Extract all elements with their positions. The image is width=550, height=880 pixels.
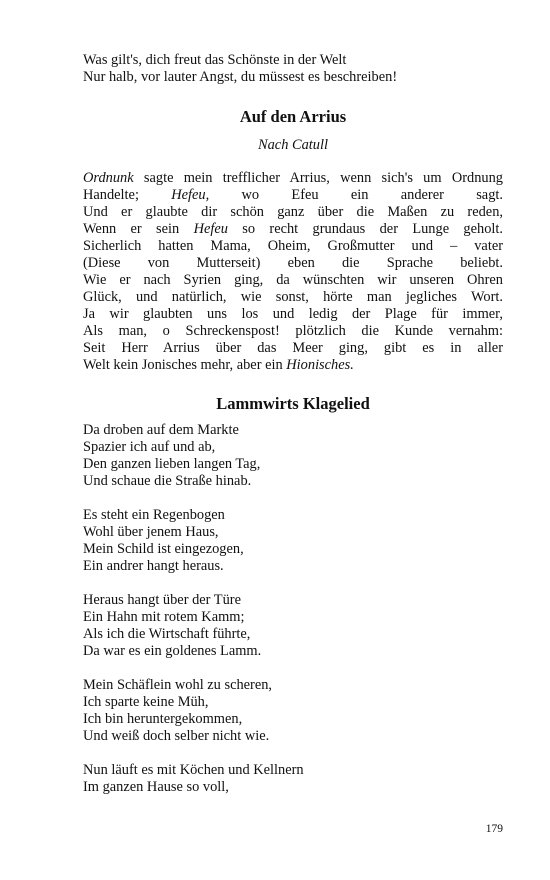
poem-body-arrius: [83, 170, 503, 374]
verse-line: Sicherlich hatten Mama, Oheim, Großmutter und – vater: [83, 238, 503, 254]
stanza-4: [83, 677, 503, 745]
intro-verse: [83, 52, 503, 86]
verse-line: Nun läuft es mit Köchen und Kellnern: [83, 762, 304, 778]
verse-line: Heraus hangt über der Türe: [83, 592, 241, 608]
verse-line: Da war es ein goldenes Lamm.: [83, 643, 262, 659]
verse-line: Nur halb, vor lauter Angst, du müssest es beschreiben!: [83, 69, 398, 85]
verse-line: Ein Hahn mit rotem Kamm;: [83, 609, 245, 625]
page-number: 179: [485, 823, 503, 835]
verse-line: Ordnunk sagte mein trefflicher Arrius, wenn sich's um Ordnung: [83, 170, 503, 186]
stanza-3: [83, 592, 503, 660]
stanza-5: [83, 762, 503, 796]
verse-line: Was gilt's, dich freut das Schönste in der Welt: [83, 52, 347, 68]
poem-title-lammwirt: Lammwirts Klagelied: [216, 394, 370, 413]
verse-line: Da droben auf dem Markte: [83, 422, 239, 438]
verse-line: Als man, o Schreckenspost! plötzlich die Kunde vernahm:: [83, 323, 503, 339]
verse-line: Den ganzen lieben langen Tag,: [83, 456, 261, 472]
verse-line: Spazier ich auf und ab,: [83, 439, 216, 455]
verse-line: Und schaue die Straße hinab.: [83, 473, 252, 489]
verse-line: Mein Schäflein wohl zu scheren,: [83, 677, 273, 693]
verse-line: Ein andrer hangt heraus.: [83, 558, 224, 574]
stanza-2: [83, 507, 503, 575]
verse-line: Ich bin heruntergekommen,: [83, 711, 243, 727]
poem-subtitle-arrius: Nach Catull: [258, 137, 328, 153]
verse-line: Handelte; Hefeu, wo Efeu ein anderer sagt.: [83, 187, 503, 203]
verse-line: Seit Herr Arrius über das Meer ging, gibt es in aller: [83, 340, 503, 356]
stanza-1: [83, 422, 503, 490]
verse-line: Welt kein Jonisches mehr, aber ein Hionisches.: [83, 357, 354, 373]
verse-line: Glück, und natürlich, wie sonst, hörte man jegliches Wort.: [83, 289, 503, 305]
verse-line: Als ich die Wirtschaft führte,: [83, 626, 251, 642]
verse-line: Es steht ein Regenbogen: [83, 507, 225, 523]
verse-line: Mein Schild ist eingezogen,: [83, 541, 244, 557]
verse-line: Wenn er sein Hefeu so recht grundaus der Lunge geholt.: [83, 221, 503, 237]
verse-line: Wohl über jenem Haus,: [83, 524, 219, 540]
poem-title-arrius: Auf den Arrius: [239, 107, 347, 126]
verse-line: Ja wir glaubten uns los und ledig der Plage für immer,: [83, 306, 503, 322]
verse-line: Und er glaubte dir schön ganz über die Maßen zu reden,: [83, 204, 503, 220]
verse-line: Und weiß doch selber nicht wie.: [83, 728, 270, 744]
verse-line: Wie er nach Syrien ging, da wünschten wir unseren Ohren: [83, 272, 503, 288]
verse-line: Im ganzen Hause so voll,: [83, 779, 229, 795]
verse-line: Ich sparte keine Müh,: [83, 694, 209, 710]
verse-line: (Diese von Mutterseit) eben die Sprache beliebt.: [83, 255, 503, 271]
